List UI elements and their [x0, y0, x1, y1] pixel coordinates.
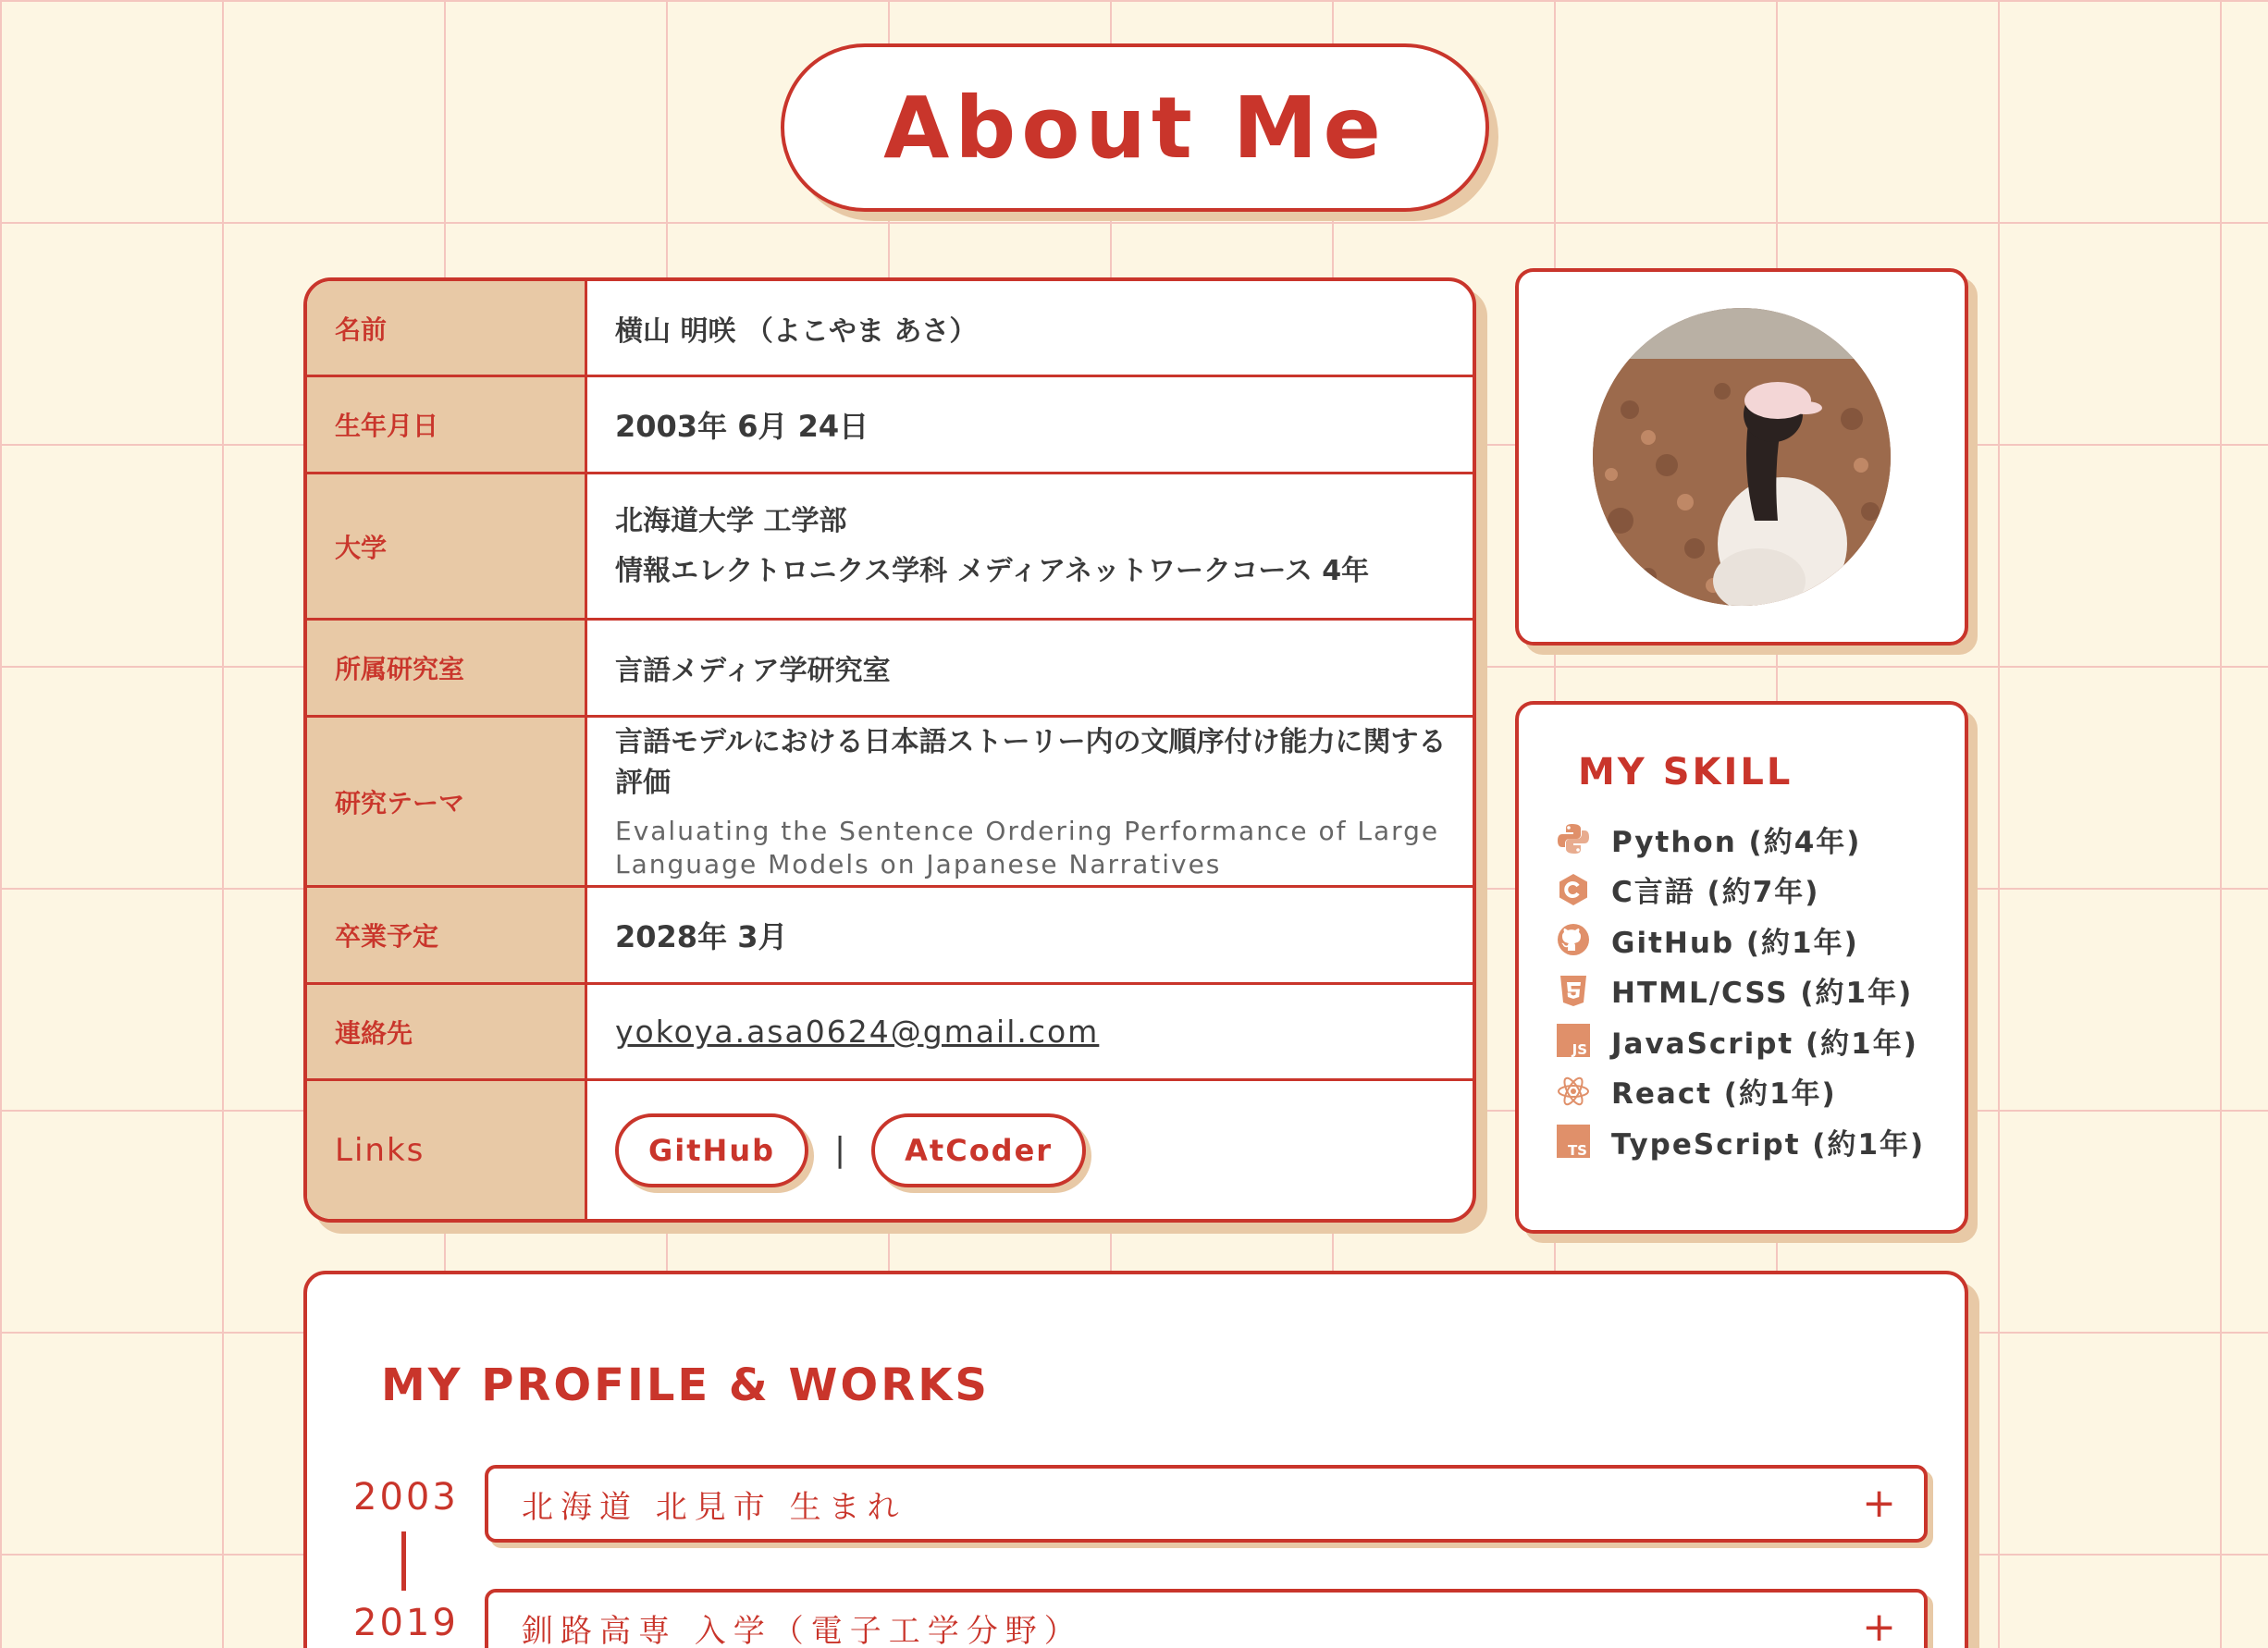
university-value: [587, 474, 1473, 618]
lab-label: 所属研究室: [307, 621, 587, 715]
timeline-event[interactable]: [485, 1465, 1928, 1543]
skill-label-react: React (約1年): [1611, 1077, 1837, 1112]
university-row: [307, 474, 1473, 621]
page-title-banner: [781, 43, 1489, 212]
skills-title: MY SKILL: [1578, 751, 1793, 793]
research-theme-en-1: Evaluating the Sentence Ordering Performance of Large: [615, 815, 1440, 846]
timeline-year: 2003: [353, 1476, 459, 1519]
works-title: MY PROFILE & WORKS: [381, 1359, 990, 1411]
profile-photo-card: [1515, 268, 1968, 646]
svg-text:TS: TS: [1567, 1142, 1587, 1159]
name-row: [307, 281, 1473, 377]
expand-plus-icon[interactable]: +: [1862, 1604, 1896, 1648]
avatar-photo: [1593, 308, 1891, 606]
research-theme-value: [587, 718, 1473, 885]
skill-item-html: [1556, 965, 1965, 1016]
research-theme-en-2: Language Models on Japanese Narratives: [615, 848, 1222, 879]
lab-value: 言語メディア学研究室: [615, 655, 891, 687]
skill-item-javascript: [1556, 1015, 1965, 1066]
university-label: 大学: [307, 474, 587, 618]
atcoder-link-button[interactable]: AtCoder: [871, 1113, 1086, 1187]
name-label: 名前: [307, 281, 587, 375]
skill-label-typescript: TypeScript (約1年): [1611, 1127, 1926, 1162]
c-icon: [1556, 872, 1591, 907]
graduation-value: 2028年 3月: [615, 919, 788, 954]
skill-label-python: Python (約4年): [1611, 825, 1862, 859]
javascript-icon: [1556, 1023, 1591, 1058]
github-link-button[interactable]: GitHub: [615, 1113, 808, 1187]
lab-row: [307, 621, 1473, 718]
university-line-2: 情報エレクトロニクス学科 メディアネットワークコース 4年: [615, 554, 1370, 587]
skill-item-c: [1556, 865, 1965, 916]
contact-row: [307, 985, 1473, 1081]
works-card: [303, 1271, 1968, 1648]
skill-item-github: [1556, 915, 1965, 965]
birth-label: 生年月日: [307, 377, 587, 472]
birth-row: [307, 377, 1473, 474]
links-cell: [587, 1081, 1473, 1219]
typescript-icon: [1556, 1124, 1591, 1159]
skill-label-html: HTML/CSS (約1年): [1611, 977, 1914, 1011]
skill-label-c: C言語 (約7年): [1611, 876, 1820, 910]
html5-icon: [1556, 973, 1591, 1008]
expand-plus-icon[interactable]: +: [1862, 1480, 1896, 1527]
timeline-event-label: 北海道 北見市 生まれ: [522, 1488, 906, 1526]
timeline-connector: [401, 1531, 406, 1591]
skill-label-github: GitHub (約1年): [1611, 926, 1859, 960]
python-icon: [1556, 821, 1591, 856]
links-row: [307, 1081, 1473, 1219]
university-line-1: 北海道大学 工学部: [615, 504, 847, 537]
skill-label-javascript: JavaScript (約1年): [1611, 1027, 1918, 1061]
github-icon: [1556, 922, 1591, 957]
research-theme-ja: 言語モデルにおける日本語ストーリー内の文順序付け能力に関する評価: [615, 725, 1447, 799]
skill-item-react: [1556, 1066, 1965, 1117]
research-theme-label: 研究テーマ: [307, 718, 587, 885]
profile-table: [303, 277, 1476, 1223]
contact-label: 連絡先: [307, 985, 587, 1078]
birth-value: 2003年 6月 24日: [615, 409, 869, 444]
react-icon: [1556, 1074, 1591, 1109]
email-link[interactable]: yokoya.asa0624@gmail.com: [615, 1014, 1100, 1050]
name-value: 横山 明咲 （よこやま あさ）: [615, 314, 978, 348]
skill-item-python: [1556, 814, 1965, 865]
skill-item-typescript: [1556, 1116, 1965, 1167]
page-title: About Me: [883, 78, 1387, 178]
avatar: [1593, 308, 1891, 606]
timeline-year: 2019: [353, 1602, 459, 1644]
research-theme-row: [307, 718, 1473, 888]
timeline-event-label: 釧路高専 入学（電子工学分野）: [522, 1612, 1083, 1648]
timeline-event[interactable]: [485, 1589, 1928, 1648]
contact-cell: [587, 985, 1473, 1078]
skills-card: [1515, 701, 1968, 1234]
graduation-row: [307, 888, 1473, 985]
svg-text:JS: JS: [1572, 1041, 1587, 1058]
links-label: Links: [307, 1081, 587, 1219]
graduation-label: 卒業予定: [307, 888, 587, 982]
links-separator: |: [834, 1131, 846, 1169]
